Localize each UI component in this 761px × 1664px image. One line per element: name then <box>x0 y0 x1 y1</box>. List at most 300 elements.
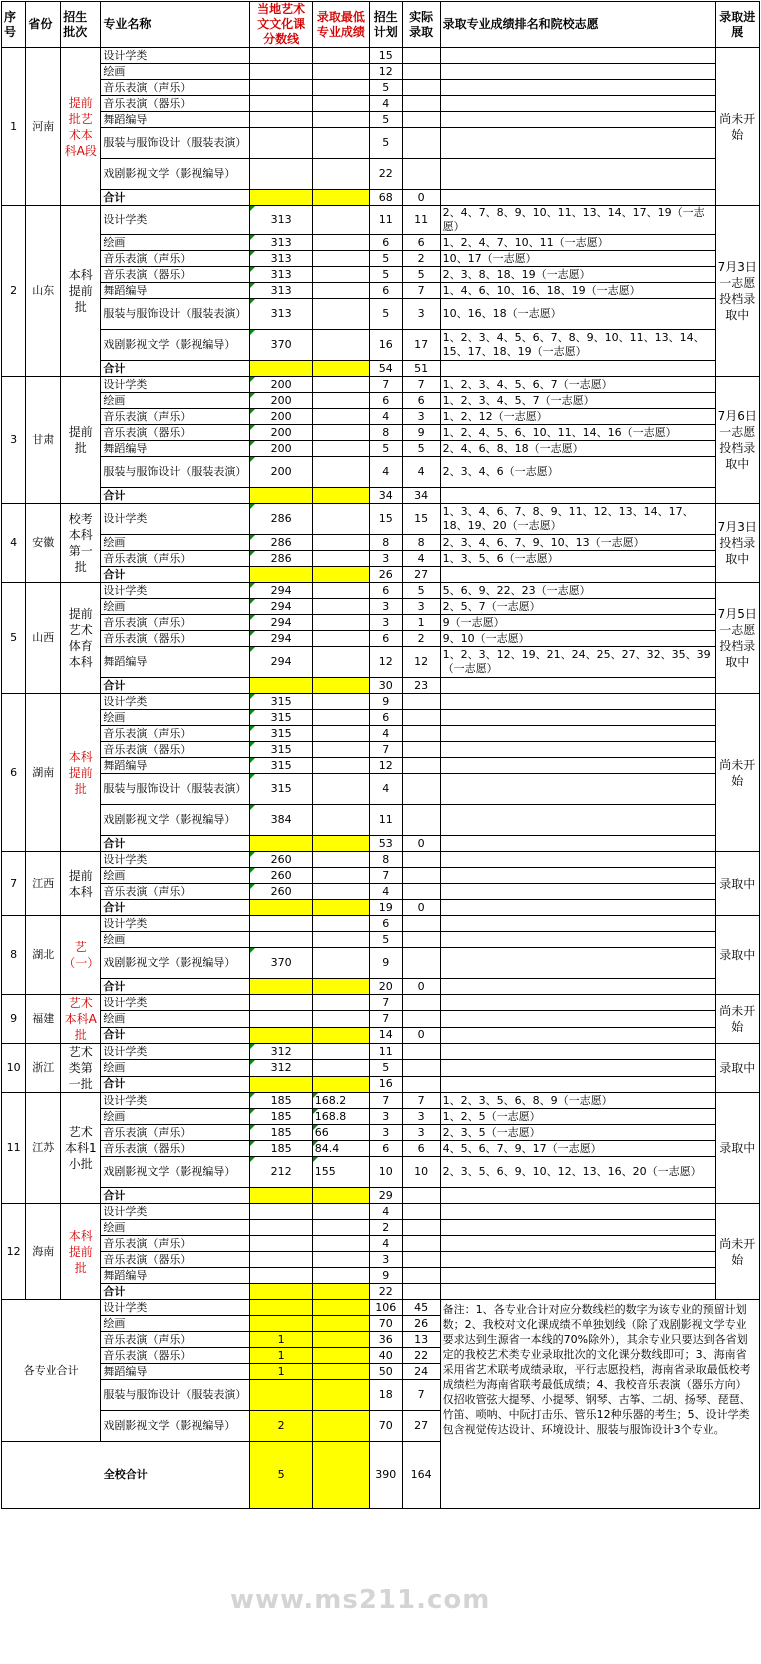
plan-count: 40 <box>369 1348 402 1364</box>
culture-score <box>250 488 312 504</box>
culture-score <box>250 1204 312 1220</box>
min-major-score <box>312 267 369 283</box>
admitted-count: 6 <box>402 235 440 251</box>
culture-score <box>250 1188 312 1204</box>
admitted-count: 7 <box>402 1380 440 1411</box>
rank-and-preference <box>440 1188 715 1204</box>
batch-name: 提前艺术体育本科 <box>61 583 101 694</box>
min-major-score <box>312 995 369 1011</box>
rank-and-preference <box>440 884 715 900</box>
culture-score <box>250 64 312 80</box>
admitted-count: 12 <box>402 647 440 678</box>
batch-name: 提前批 <box>61 377 101 504</box>
min-major-score <box>312 330 369 361</box>
culture-score <box>250 1236 312 1252</box>
major-name: 音乐表演（声乐） <box>101 726 250 742</box>
province-name: 江西 <box>26 852 61 916</box>
major-name: 设计学类 <box>101 377 250 393</box>
culture-score: 370 <box>250 330 312 361</box>
culture-score <box>250 995 312 1011</box>
table-row <box>2 948 760 979</box>
admitted-count <box>402 112 440 128</box>
total-label: 合计 <box>101 1076 250 1092</box>
plan-count: 3 <box>369 599 402 615</box>
batch-name: 艺术本科A批 <box>61 995 101 1044</box>
admitted-count: 10 <box>402 1157 440 1188</box>
major-name: 设计学类 <box>101 852 250 868</box>
culture-score: 286 <box>250 535 312 551</box>
major-name: 舞蹈编导 <box>101 758 250 774</box>
min-major-score <box>312 1316 369 1332</box>
rank-and-preference <box>440 1220 715 1236</box>
min-major-score <box>312 742 369 758</box>
rank-and-preference: 1、2、3、5、6、8、9（一志愿） <box>440 1093 715 1109</box>
plan-count: 2 <box>369 1220 402 1236</box>
plan-count: 6 <box>369 710 402 726</box>
admitted-count: 23 <box>402 678 440 694</box>
admitted-count <box>402 694 440 710</box>
rank-and-preference: 2、4、6、8、18（一志愿） <box>440 441 715 457</box>
culture-score: 294 <box>250 647 312 678</box>
plan-count: 68 <box>369 190 402 206</box>
culture-score: 200 <box>250 409 312 425</box>
row-number: 5 <box>2 583 26 694</box>
rank-and-preference: 1、2、3、4、5、7（一志愿） <box>440 393 715 409</box>
culture-score: 315 <box>250 758 312 774</box>
min-major-score: 66 <box>312 1125 369 1141</box>
table-row <box>2 599 760 615</box>
min-major-score <box>312 48 369 64</box>
plan-count: 5 <box>369 80 402 96</box>
table-row <box>2 1141 760 1157</box>
rank-and-preference: 1、2、4、5、6、10、11、14、16（一志愿） <box>440 425 715 441</box>
admitted-count: 24 <box>402 1364 440 1380</box>
rank-and-preference <box>440 836 715 852</box>
batch-name: 本科提前批 <box>61 694 101 852</box>
table-row <box>2 128 760 159</box>
table-row <box>2 409 760 425</box>
admitted-count: 27 <box>402 1411 440 1442</box>
culture-score: 185 <box>250 1141 312 1157</box>
min-major-score <box>312 1364 369 1380</box>
rank-and-preference: 10、17（一志愿） <box>440 251 715 267</box>
major-name: 戏剧影视文学（影视编导） <box>101 159 250 190</box>
total-label: 合计 <box>101 979 250 995</box>
table-row <box>2 774 760 805</box>
culture-score <box>250 361 312 377</box>
major-name: 绘画 <box>101 1060 250 1076</box>
table-row <box>2 235 760 251</box>
culture-score: 313 <box>250 251 312 267</box>
plan-count: 3 <box>369 1109 402 1125</box>
admitted-count: 7 <box>402 1093 440 1109</box>
admitted-count: 6 <box>402 393 440 409</box>
min-major-score <box>312 1236 369 1252</box>
rank-and-preference: 2、3、5（一志愿） <box>440 1125 715 1141</box>
plan-count: 16 <box>369 1076 402 1092</box>
admission-table <box>1 1 760 1509</box>
admitted-count <box>402 1044 440 1060</box>
culture-score: 294 <box>250 599 312 615</box>
rank-and-preference: 10、16、18（一志愿） <box>440 299 715 330</box>
rank-and-preference: 2、3、4、6（一志愿） <box>440 457 715 488</box>
culture-score: 294 <box>250 631 312 647</box>
min-major-score <box>312 159 369 190</box>
min-major-score <box>312 251 369 267</box>
admitted-count <box>402 1268 440 1284</box>
rank-and-preference <box>440 159 715 190</box>
admitted-count <box>402 852 440 868</box>
min-major-score <box>312 1380 369 1411</box>
min-major-score <box>312 1411 369 1442</box>
rank-and-preference <box>440 1252 715 1268</box>
min-major-score <box>312 504 369 535</box>
rank-and-preference <box>440 932 715 948</box>
school-total-min <box>312 1442 369 1509</box>
major-name: 绘画 <box>101 535 250 551</box>
major-name: 舞蹈编导 <box>101 283 250 299</box>
plan-count: 22 <box>369 1284 402 1300</box>
culture-score: 200 <box>250 425 312 441</box>
admitted-count <box>402 995 440 1011</box>
min-major-score: 84.4 <box>312 1141 369 1157</box>
major-name: 音乐表演（声乐） <box>101 251 250 267</box>
total-row <box>2 361 760 377</box>
culture-score <box>250 836 312 852</box>
admitted-count <box>402 1011 440 1027</box>
plan-count: 6 <box>369 1141 402 1157</box>
progress-status: 录取中 <box>715 1044 759 1093</box>
admitted-count <box>402 80 440 96</box>
major-name: 设计学类 <box>101 206 250 235</box>
major-name: 服装与服饰设计（服装表演） <box>101 1380 250 1411</box>
culture-score: 315 <box>250 742 312 758</box>
progress-status: 尚未开始 <box>715 1204 759 1300</box>
culture-score: 313 <box>250 235 312 251</box>
culture-score: 200 <box>250 393 312 409</box>
culture-score: 370 <box>250 948 312 979</box>
row-number: 11 <box>2 1093 26 1204</box>
admitted-count <box>402 1284 440 1300</box>
plan-count: 8 <box>369 425 402 441</box>
table-row <box>2 1093 760 1109</box>
culture-score: 185 <box>250 1093 312 1109</box>
rank-and-preference <box>440 1268 715 1284</box>
rank-and-preference: 5、6、9、22、23（一志愿） <box>440 583 715 599</box>
culture-score <box>250 678 312 694</box>
table-row <box>2 1220 760 1236</box>
plan-count: 6 <box>369 283 402 299</box>
min-major-score <box>312 774 369 805</box>
admitted-count <box>402 774 440 805</box>
table-row <box>2 647 760 678</box>
culture-score <box>250 1220 312 1236</box>
plan-count: 9 <box>369 948 402 979</box>
admitted-count: 9 <box>402 425 440 441</box>
table-row <box>2 884 760 900</box>
min-major-score <box>312 805 369 836</box>
school-total-admitted: 164 <box>402 1442 440 1509</box>
admitted-count <box>402 726 440 742</box>
total-row <box>2 488 760 504</box>
admitted-count <box>402 96 440 112</box>
min-major-score <box>312 583 369 599</box>
plan-count: 106 <box>369 1300 402 1316</box>
culture-score: 212 <box>250 1157 312 1188</box>
min-major-score <box>312 206 369 235</box>
culture-score <box>250 979 312 995</box>
table-row <box>2 1125 760 1141</box>
min-major-score <box>312 836 369 852</box>
culture-score <box>250 190 312 206</box>
rank-and-preference: 1、3、5、6（一志愿） <box>440 551 715 567</box>
table-row <box>2 995 760 1011</box>
major-name: 绘画 <box>101 710 250 726</box>
culture-score: 185 <box>250 1125 312 1141</box>
plan-count: 5 <box>369 128 402 159</box>
rank-and-preference: 1、2、12（一志愿） <box>440 409 715 425</box>
culture-score: 1 <box>250 1348 312 1364</box>
culture-score <box>250 1027 312 1043</box>
row-number: 2 <box>2 206 26 377</box>
row-number: 10 <box>2 1044 26 1093</box>
rank-and-preference <box>440 948 715 979</box>
culture-score: 200 <box>250 441 312 457</box>
min-major-score <box>312 190 369 206</box>
min-major-score <box>312 425 369 441</box>
culture-score <box>250 916 312 932</box>
province-name: 湖北 <box>26 916 61 995</box>
admitted-count: 22 <box>402 1348 440 1364</box>
table-row <box>2 615 760 631</box>
admitted-count <box>402 1236 440 1252</box>
rank-and-preference: 2、3、5、6、9、10、12、13、16、20（一志愿） <box>440 1157 715 1188</box>
min-major-score <box>312 1220 369 1236</box>
table-row <box>2 425 760 441</box>
total-label: 合计 <box>101 1284 250 1300</box>
total-label: 合计 <box>101 1027 250 1043</box>
plan-count: 50 <box>369 1364 402 1380</box>
min-major-score <box>312 900 369 916</box>
plan-count: 53 <box>369 836 402 852</box>
admitted-count: 4 <box>402 551 440 567</box>
admitted-count <box>402 64 440 80</box>
table-row <box>2 112 760 128</box>
rank-and-preference: 2、3、8、18、19（一志愿） <box>440 267 715 283</box>
major-name: 音乐表演（声乐） <box>101 409 250 425</box>
total-label: 合计 <box>101 361 250 377</box>
admitted-count: 51 <box>402 361 440 377</box>
min-major-score <box>312 112 369 128</box>
admitted-count: 5 <box>402 441 440 457</box>
plan-count: 12 <box>369 647 402 678</box>
admitted-count: 2 <box>402 251 440 267</box>
rank-and-preference <box>440 361 715 377</box>
culture-score <box>250 1076 312 1092</box>
plan-count: 15 <box>369 504 402 535</box>
plan-count: 8 <box>369 535 402 551</box>
row-number: 9 <box>2 995 26 1044</box>
major-name: 绘画 <box>101 64 250 80</box>
admitted-count <box>402 884 440 900</box>
province-name: 安徽 <box>26 504 61 583</box>
culture-score: 313 <box>250 206 312 235</box>
plan-count: 70 <box>369 1411 402 1442</box>
admitted-count <box>402 805 440 836</box>
min-major-score <box>312 694 369 710</box>
rank-and-preference <box>440 805 715 836</box>
major-name: 绘画 <box>101 1109 250 1125</box>
major-name: 戏剧影视文学（影视编导） <box>101 805 250 836</box>
table-row <box>2 631 760 647</box>
plan-count: 29 <box>369 1188 402 1204</box>
plan-count: 4 <box>369 1204 402 1220</box>
rank-and-preference <box>440 726 715 742</box>
plan-count: 5 <box>369 112 402 128</box>
plan-count: 6 <box>369 235 402 251</box>
major-name: 音乐表演（器乐） <box>101 1348 250 1364</box>
min-major-score <box>312 710 369 726</box>
major-name: 绘画 <box>101 235 250 251</box>
plan-count: 3 <box>369 551 402 567</box>
culture-score: 260 <box>250 868 312 884</box>
table-row <box>2 251 760 267</box>
header-min-major-score: 录取最低专业成绩 <box>312 2 369 48</box>
plan-count: 16 <box>369 330 402 361</box>
row-number: 6 <box>2 694 26 852</box>
major-name: 设计学类 <box>101 1044 250 1060</box>
min-major-score <box>312 377 369 393</box>
remarks-note: 备注：1、各专业合计对应分数线栏的数字为该专业的预留计划数；2、我校对文化课成绩不单独划线（除了戏剧影视文学专业要求达到生源省一本线的70%除外），其余专业只要达到各省划定的我校艺术类专业录取批次的文化课分数线即可；3、海南省采用省艺术联考成绩录取，平行志愿投档，海南省录取最低校考成绩栏为海南省联考最低成绩；4、我校音乐表演（器乐方向）仅招收管弦大提琴、小提琴、钢琴、古筝、二胡、扬琴、琵琶、竹笛、唢呐、中阮打击乐、管乐12种乐器的考生；5、设计学类包含视觉传达设计、环境设计、服装与服饰设计3个专业。 <box>440 1300 759 1509</box>
admitted-count <box>402 1252 440 1268</box>
culture-score: 200 <box>250 377 312 393</box>
culture-score: 286 <box>250 551 312 567</box>
major-name: 设计学类 <box>101 1300 250 1316</box>
total-row <box>2 678 760 694</box>
plan-count: 3 <box>369 1252 402 1268</box>
rank-and-preference <box>440 1076 715 1092</box>
batch-name: 提前批艺术本科A段 <box>61 48 101 206</box>
plan-count: 36 <box>369 1332 402 1348</box>
plan-count: 3 <box>369 1125 402 1141</box>
batch-name: 艺术类第一批 <box>61 1044 101 1093</box>
admitted-count: 7 <box>402 283 440 299</box>
rank-and-preference: 2、4、7、8、9、10、11、13、14、17、19（一志愿） <box>440 206 715 235</box>
major-name: 舞蹈编导 <box>101 647 250 678</box>
plan-count: 7 <box>369 377 402 393</box>
plan-count: 4 <box>369 409 402 425</box>
culture-score <box>250 1284 312 1300</box>
table-row <box>2 583 760 599</box>
min-major-score <box>312 678 369 694</box>
row-number: 4 <box>2 504 26 583</box>
admitted-count: 3 <box>402 409 440 425</box>
rank-and-preference: 1、2、5（一志愿） <box>440 1109 715 1125</box>
rank-and-preference <box>440 1044 715 1060</box>
table-row <box>2 1109 760 1125</box>
table-row <box>2 535 760 551</box>
table-row <box>2 932 760 948</box>
rank-and-preference <box>440 1011 715 1027</box>
province-name: 福建 <box>26 995 61 1044</box>
min-major-score <box>312 852 369 868</box>
culture-score: 313 <box>250 299 312 330</box>
min-major-score <box>312 631 369 647</box>
header-province: 省份 <box>26 2 61 48</box>
culture-score: 2 <box>250 1411 312 1442</box>
row-number: 1 <box>2 48 26 206</box>
min-major-score <box>312 457 369 488</box>
admitted-count: 13 <box>402 1332 440 1348</box>
major-name: 音乐表演（声乐） <box>101 80 250 96</box>
plan-count: 34 <box>369 488 402 504</box>
progress-status: 7月3日一志愿投档录取中 <box>715 206 759 377</box>
culture-score <box>250 80 312 96</box>
major-name: 设计学类 <box>101 916 250 932</box>
culture-score: 313 <box>250 283 312 299</box>
table-row <box>2 1204 760 1220</box>
culture-score: 315 <box>250 710 312 726</box>
header-culture-score: 当地艺术文文化课分数线 <box>250 2 312 48</box>
major-name: 戏剧影视文学（影视编导） <box>101 330 250 361</box>
min-major-score <box>312 393 369 409</box>
admitted-count: 0 <box>402 1027 440 1043</box>
rank-and-preference: 1、2、3、4、5、6、7、8、9、10、11、13、14、15、17、18、19（一志愿） <box>440 330 715 361</box>
culture-score: 312 <box>250 1060 312 1076</box>
table-row <box>2 1252 760 1268</box>
plan-count: 12 <box>369 64 402 80</box>
admitted-count <box>402 1188 440 1204</box>
culture-score <box>250 128 312 159</box>
table-row <box>2 916 760 932</box>
min-major-score <box>312 1027 369 1043</box>
major-name: 音乐表演（器乐） <box>101 1252 250 1268</box>
admitted-count: 1 <box>402 615 440 631</box>
admitted-count <box>402 916 440 932</box>
major-name: 戏剧影视文学（影视编导） <box>101 1157 250 1188</box>
major-name: 设计学类 <box>101 1204 250 1220</box>
culture-score <box>250 1316 312 1332</box>
row-number: 8 <box>2 916 26 995</box>
culture-score: 294 <box>250 615 312 631</box>
province-name: 湖南 <box>26 694 61 852</box>
major-name: 设计学类 <box>101 995 250 1011</box>
admitted-count: 34 <box>402 488 440 504</box>
major-name: 服装与服饰设计（服装表演） <box>101 299 250 330</box>
min-major-score <box>312 868 369 884</box>
admitted-count <box>402 1204 440 1220</box>
major-name: 绘画 <box>101 393 250 409</box>
min-major-score <box>312 979 369 995</box>
admitted-count: 27 <box>402 567 440 583</box>
admitted-count <box>402 1060 440 1076</box>
culture-score <box>250 1252 312 1268</box>
school-total-label: 全校合计 <box>2 1442 250 1509</box>
table-row <box>2 805 760 836</box>
min-major-score <box>312 1188 369 1204</box>
major-name: 音乐表演（声乐） <box>101 615 250 631</box>
plan-count: 5 <box>369 251 402 267</box>
admitted-count: 11 <box>402 206 440 235</box>
major-name: 设计学类 <box>101 48 250 64</box>
plan-count: 5 <box>369 1060 402 1076</box>
min-major-score <box>312 64 369 80</box>
table-row <box>2 96 760 112</box>
min-major-score <box>312 535 369 551</box>
min-major-score <box>312 599 369 615</box>
plan-count: 12 <box>369 758 402 774</box>
total-row <box>2 1027 760 1043</box>
